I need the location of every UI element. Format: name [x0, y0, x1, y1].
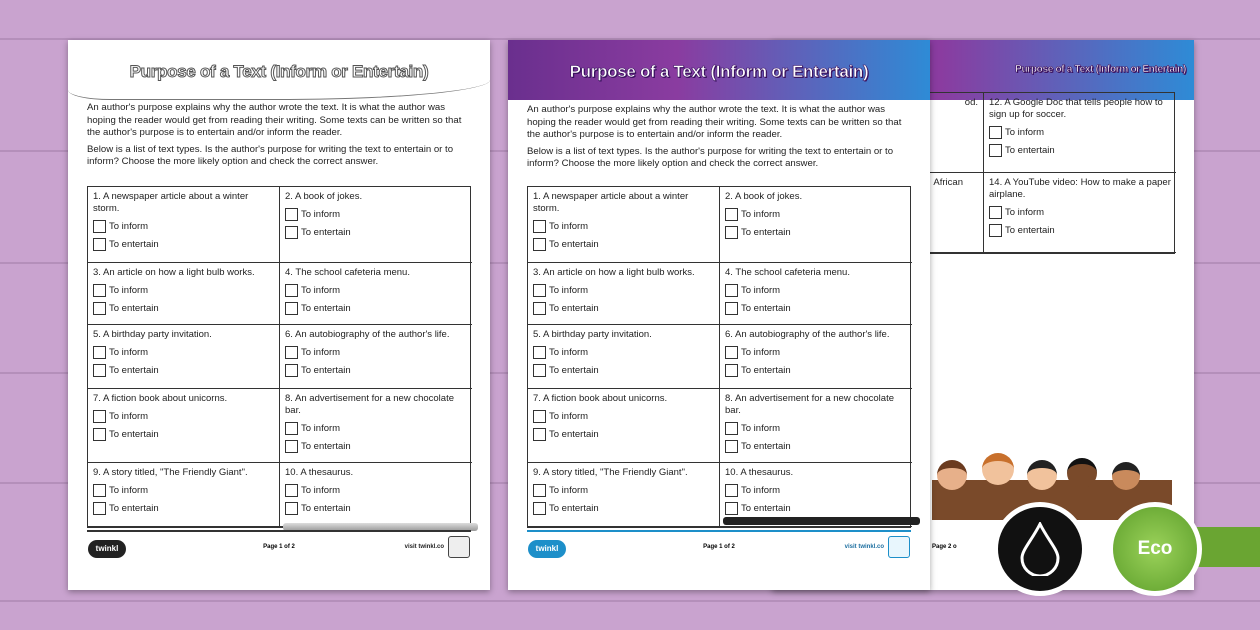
question-cell	[528, 389, 720, 463]
intro-paragraph: An author's purpose explains why the author wrote the text. It is what the author was hoping the reader would get from reading their writing. Some texts can be written so that the author's purpose is to entertain and/or inform the reader.	[87, 102, 462, 138]
option-label: To entertain	[549, 238, 599, 250]
option-inform[interactable]	[725, 284, 907, 297]
option-label: To inform	[549, 220, 589, 232]
option-label: To inform	[109, 220, 149, 232]
question-cell	[720, 263, 912, 325]
checkbox[interactable]	[989, 126, 1002, 139]
option-label: To inform	[549, 410, 589, 422]
question-cell	[280, 325, 472, 389]
worksheet-page-grayscale	[68, 40, 490, 590]
checkbox[interactable]	[533, 220, 546, 233]
option-label: To inform	[301, 484, 341, 496]
question-cell	[720, 389, 912, 463]
option-entertain[interactable]	[533, 364, 714, 377]
question-cell	[984, 93, 1176, 173]
item-fragment: African	[933, 177, 963, 188]
option-entertain[interactable]	[725, 226, 907, 239]
question-text: 5. A birthday party invitation.	[93, 329, 212, 340]
question-cell	[280, 463, 472, 527]
option-entertain[interactable]	[989, 224, 1171, 237]
option-label: To inform	[301, 284, 341, 296]
option-label: To entertain	[301, 226, 351, 238]
question-cell	[88, 389, 280, 463]
checkbox[interactable]	[93, 502, 106, 515]
page-title: Purpose of a Text (Inform or Entertain)	[129, 62, 429, 81]
option-label: To entertain	[741, 502, 791, 514]
checkbox[interactable]	[533, 502, 546, 515]
option-label: To inform	[301, 346, 341, 358]
option-inform[interactable]	[725, 346, 907, 359]
option-entertain[interactable]	[285, 302, 467, 315]
option-label: To entertain	[549, 502, 599, 514]
option-label: To entertain	[109, 502, 159, 514]
instructions-paragraph: Below is a list of text types. Is the author's purpose for writing the text to entertain or to inform? Choose the more likely option and check the correct answer.	[527, 145, 894, 169]
checkbox[interactable]	[725, 484, 738, 497]
quality-badge-icon	[888, 536, 910, 558]
quality-badge-icon	[448, 536, 470, 558]
checkbox[interactable]	[93, 220, 106, 233]
option-entertain[interactable]	[533, 502, 714, 515]
question-cell	[88, 263, 280, 325]
checkbox[interactable]	[285, 302, 298, 315]
question-text: 7. A fiction book about unicorns.	[533, 393, 668, 404]
checkbox[interactable]	[285, 226, 298, 239]
question-text: 1. A newspaper article about a winter storm.	[93, 191, 249, 214]
checkbox[interactable]	[989, 144, 1002, 157]
option-inform[interactable]	[93, 346, 274, 359]
option-inform[interactable]	[725, 208, 907, 221]
question-text: 8. An advertisement for a new chocolate bar.	[285, 393, 454, 416]
question-cell	[88, 463, 280, 527]
option-inform[interactable]	[533, 284, 714, 297]
option-inform[interactable]	[725, 484, 907, 497]
option-label: To entertain	[301, 302, 351, 314]
checkbox[interactable]	[285, 422, 298, 435]
option-label: To entertain	[741, 364, 791, 376]
page-title: Purpose of a Text (Inform or Entertain)	[569, 62, 869, 81]
option-label: To inform	[741, 208, 781, 220]
question-text: 6. An autobiography of the author's life.	[285, 329, 450, 340]
option-label: To entertain	[301, 502, 351, 514]
instructions-paragraph: Below is a list of text types. Is the author's purpose for writing the text to entertain or to inform? Choose the more likely option and check the correct answer.	[87, 143, 454, 167]
question-grid	[527, 186, 911, 528]
checkbox[interactable]	[533, 284, 546, 297]
visit-link[interactable]: visit twinkl.co	[404, 544, 444, 550]
option-label: To inform	[741, 346, 781, 358]
page-title: Purpose of a Text (Inform or Entertain)	[1015, 64, 1186, 75]
question-text: 14. A YouTube video: How to make a paper airplane.	[989, 177, 1171, 200]
option-entertain[interactable]	[285, 502, 467, 515]
option-label: To entertain	[109, 238, 159, 250]
question-text: 8. An advertisement for a new chocolate bar.	[725, 393, 894, 416]
option-entertain[interactable]	[725, 302, 907, 315]
checkbox[interactable]	[93, 484, 106, 497]
twinkl-logo: twinkl	[88, 540, 126, 558]
option-label: To entertain	[301, 364, 351, 376]
checkbox[interactable]	[533, 346, 546, 359]
eco-label: Eco	[1137, 538, 1173, 559]
ink-drop-icon	[1020, 522, 1060, 576]
visit-link[interactable]: visit twinkl.co	[844, 544, 884, 550]
option-label: To entertain	[1005, 224, 1055, 236]
checkbox[interactable]	[93, 302, 106, 315]
option-label: To inform	[109, 346, 149, 358]
checkbox[interactable]	[93, 284, 106, 297]
option-entertain[interactable]	[93, 428, 274, 441]
option-entertain[interactable]	[533, 302, 714, 315]
option-entertain[interactable]	[93, 502, 274, 515]
option-inform[interactable]	[93, 220, 274, 233]
option-inform[interactable]	[93, 484, 274, 497]
option-inform[interactable]	[93, 284, 274, 297]
question-text: 5. A birthday party invitation.	[533, 329, 652, 340]
option-label: To entertain	[741, 440, 791, 452]
option-entertain[interactable]	[533, 428, 714, 441]
option-label: To inform	[109, 484, 149, 496]
question-cell	[88, 325, 280, 389]
checkbox[interactable]	[93, 346, 106, 359]
checkbox[interactable]	[725, 364, 738, 377]
intro-paragraph: An author's purpose explains why the author wrote the text. It is what the author was hoping the reader would get from reading their writing. Some texts can be written so that the author's purpose is to entertain and/or inform the reader.	[527, 104, 902, 140]
option-entertain[interactable]	[93, 364, 274, 377]
worksheet-page-color	[508, 40, 930, 590]
checkbox[interactable]	[93, 364, 106, 377]
checkbox[interactable]	[93, 238, 106, 251]
option-entertain[interactable]	[93, 238, 274, 251]
option-label: To inform	[1005, 206, 1045, 218]
question-text: 2. A book of jokes.	[725, 191, 803, 202]
option-inform[interactable]	[989, 206, 1171, 219]
checkbox[interactable]	[93, 410, 106, 423]
question-text: 2. A book of jokes.	[285, 191, 363, 202]
question-cell	[720, 187, 912, 263]
question-cell	[528, 325, 720, 389]
question-text: 9. A story titled, "The Friendly Giant".	[533, 467, 688, 478]
option-entertain[interactable]	[285, 226, 467, 239]
question-text: 9. A story titled, "The Friendly Giant".	[93, 467, 248, 478]
pen-illustration	[723, 517, 920, 525]
item-fragment: od.	[964, 97, 978, 108]
twinkl-logo: twinkl	[528, 540, 566, 558]
checkbox[interactable]	[989, 206, 1002, 219]
option-entertain[interactable]	[725, 440, 907, 453]
option-label: To inform	[741, 484, 781, 496]
checkbox[interactable]	[285, 208, 298, 221]
option-label: To entertain	[109, 428, 159, 440]
question-cell	[280, 187, 472, 263]
checkbox[interactable]	[725, 208, 738, 221]
option-label: To entertain	[741, 302, 791, 314]
checkbox[interactable]	[533, 238, 546, 251]
question-text: 7. A fiction book about unicorns.	[93, 393, 228, 404]
option-entertain[interactable]	[285, 440, 467, 453]
question-grid	[87, 186, 471, 528]
page-header	[68, 40, 490, 100]
question-cell	[528, 263, 720, 325]
option-inform[interactable]	[725, 422, 907, 435]
checkbox[interactable]	[989, 224, 1002, 237]
option-label: To entertain	[549, 302, 599, 314]
option-label: To inform	[549, 484, 589, 496]
question-cell	[88, 187, 280, 263]
option-inform[interactable]	[285, 484, 467, 497]
question-cell	[528, 463, 720, 527]
page-number: Page 1 of 2	[263, 544, 295, 550]
checkbox[interactable]	[285, 284, 298, 297]
option-entertain[interactable]	[533, 238, 714, 251]
option-label: To entertain	[549, 428, 599, 440]
checkbox[interactable]	[725, 284, 738, 297]
question-cell	[280, 263, 472, 325]
question-text: 3. An article on how a light bulb works.	[93, 267, 255, 278]
checkbox[interactable]	[285, 502, 298, 515]
checkbox[interactable]	[533, 364, 546, 377]
page-header	[508, 40, 930, 100]
option-inform[interactable]	[285, 346, 467, 359]
page-number: Page 1 of 2	[703, 544, 735, 550]
option-inform[interactable]	[533, 346, 714, 359]
question-text: 1. A newspaper article about a winter storm.	[533, 191, 689, 214]
checkbox[interactable]	[725, 440, 738, 453]
checkbox[interactable]	[93, 428, 106, 441]
checkbox[interactable]	[725, 422, 738, 435]
option-entertain[interactable]	[93, 302, 274, 315]
ink-badge	[993, 502, 1087, 596]
checkbox[interactable]	[285, 440, 298, 453]
option-inform[interactable]	[989, 126, 1171, 139]
option-inform[interactable]	[533, 410, 714, 423]
checkbox[interactable]	[285, 346, 298, 359]
option-inform[interactable]	[533, 220, 714, 233]
checkbox[interactable]	[533, 428, 546, 441]
option-label: To entertain	[549, 364, 599, 376]
question-text: 3. An article on how a light bulb works.	[533, 267, 695, 278]
option-label: To inform	[741, 422, 781, 434]
option-entertain[interactable]	[989, 144, 1171, 157]
page-number: Page 2 o	[932, 544, 957, 550]
option-inform[interactable]	[533, 484, 714, 497]
option-label: To entertain	[109, 302, 159, 314]
question-text: 4. The school cafeteria menu.	[725, 267, 850, 278]
question-text: 6. An autobiography of the author's life.	[725, 329, 890, 340]
question-cell	[528, 187, 720, 263]
checkbox[interactable]	[725, 346, 738, 359]
option-entertain[interactable]	[725, 364, 907, 377]
option-inform[interactable]	[285, 208, 467, 221]
option-label: To inform	[109, 284, 149, 296]
option-label: To entertain	[301, 440, 351, 452]
option-label: To entertain	[109, 364, 159, 376]
checkbox[interactable]	[285, 364, 298, 377]
option-label: To inform	[549, 346, 589, 358]
checkbox[interactable]	[533, 302, 546, 315]
question-text: 4. The school cafeteria menu.	[285, 267, 410, 278]
question-cell	[720, 325, 912, 389]
option-label: To inform	[109, 410, 149, 422]
checkbox[interactable]	[725, 302, 738, 315]
option-inform[interactable]	[285, 284, 467, 297]
option-label: To inform	[549, 284, 589, 296]
option-label: To entertain	[741, 226, 791, 238]
option-label: To inform	[1005, 126, 1045, 138]
question-text: 10. A thesaurus.	[285, 467, 354, 478]
checkbox[interactable]	[725, 226, 738, 239]
option-inform[interactable]	[285, 422, 467, 435]
question-text: 10. A thesaurus.	[725, 467, 794, 478]
eco-badge	[1108, 502, 1202, 596]
option-inform[interactable]	[93, 410, 274, 423]
checkbox[interactable]	[725, 502, 738, 515]
option-entertain[interactable]	[285, 364, 467, 377]
option-label: To inform	[301, 208, 341, 220]
option-label: To inform	[741, 284, 781, 296]
question-cell	[984, 173, 1176, 253]
checkbox[interactable]	[533, 410, 546, 423]
option-entertain[interactable]	[725, 502, 907, 515]
option-label: To inform	[301, 422, 341, 434]
checkbox[interactable]	[533, 484, 546, 497]
question-text: 12. A Google Doc that tells people how to sign up for soccer.	[989, 97, 1163, 120]
checkbox[interactable]	[285, 484, 298, 497]
question-cell	[280, 389, 472, 463]
option-label: To entertain	[1005, 144, 1055, 156]
